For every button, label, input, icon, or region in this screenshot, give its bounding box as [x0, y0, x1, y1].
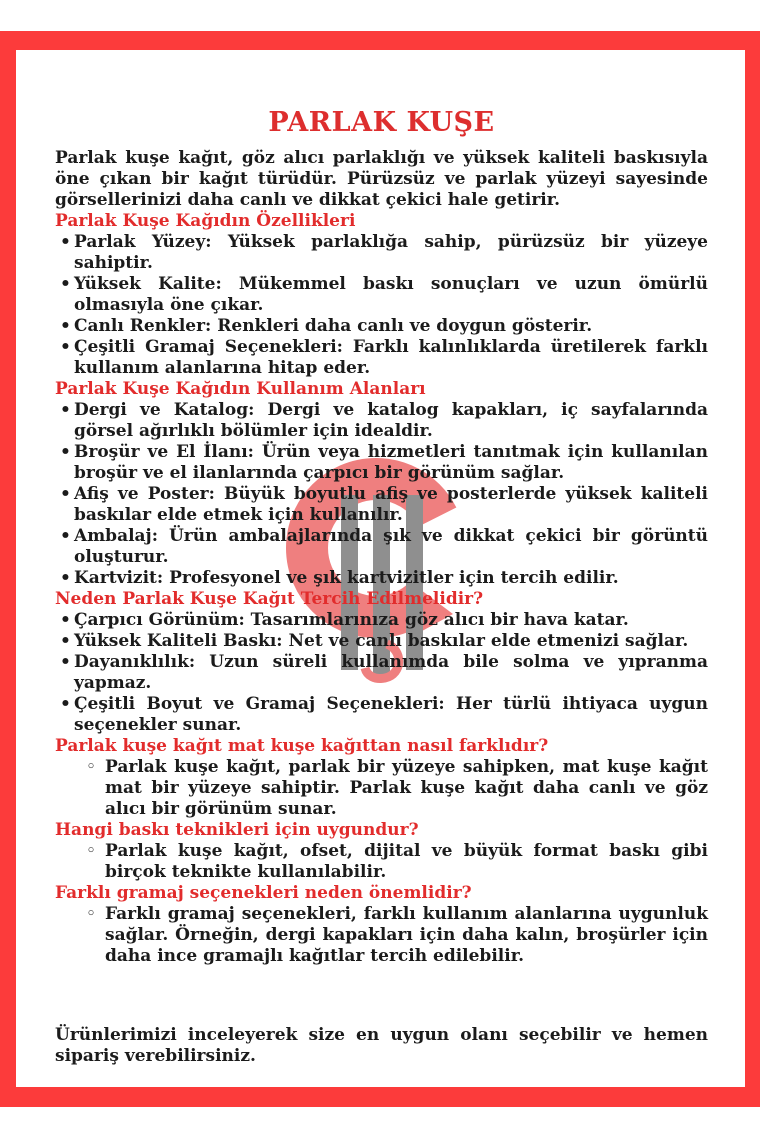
intro-paragraph: Parlak kuşe kağıt, göz alıcı parlaklığı ve yüksek kaliteli baskısıyla öne çıkan bir kağıt türüdür. Pürüzsüz ve parlak yüzeyi sayesinde görsellerinizi daha canlı ve dikkat çekici hale getirir. [55, 148, 708, 210]
list-item: • Çeşitli Gramaj Seçenekleri: Farklı kalınlıklarda üretilerek farklı kullanım alanlarına hitap eder. [55, 337, 708, 379]
page-title: PARLAK KUŞE [268, 107, 495, 138]
list-item: • Parlak Yüzey: Yüksek parlaklığa sahip, pürüzsüz bir yüzeye sahiptir. [55, 232, 708, 274]
list-item: • Dayanıklılık: Uzun süreli kullanımda bile solma ve yıpranma yapmaz. [55, 652, 708, 694]
list-item: ◦ Parlak kuşe kağıt, parlak bir yüzeye sahipken, mat kuşe kağıt mat bir yüzeye sahiptir. Parlak kuşe kağıt daha canlı ve göz alıcı bir görünüm sunar. [55, 757, 708, 820]
faq-answer-list [55, 904, 708, 967]
list-item: • Kartvizit: Profesyonel ve şık kartvizitler için tercih edilir. [55, 568, 708, 589]
list-item: • Ambalaj: Ürün ambalajlarında şık ve dikkat çekici bir görüntü oluşturur. [55, 526, 708, 568]
list-item: • Yüksek Kalite: Mükemmel baskı sonuçları ve uzun ömürlü olmasıyla öne çıkar. [55, 274, 708, 316]
section-heading-kullanim-alanlari: Parlak Kuşe Kağıdın Kullanım Alanları [55, 379, 426, 399]
reason-list [55, 610, 708, 736]
list-item: • Çeşitli Boyut ve Gramaj Seçenekleri: Her türlü ihtiyaca uygun seçenekler sunar. [55, 694, 708, 736]
list-item: • Broşür ve El İlanı: Ürün veya hizmetleri tanıtmak için kullanılan broşür ve el ilanlarında çarpıcı bir görünüm sağlar. [55, 442, 708, 484]
section-heading-mat-fark: Parlak kuşe kağıt mat kuşe kağıttan nasıl farklıdır? [55, 736, 549, 756]
document-content [16, 50, 745, 1087]
list-item: • Canlı Renkler: Renkleri daha canlı ve doygun gösterir. [55, 316, 708, 337]
faq-answer-list [55, 841, 708, 883]
faq-answer-list [55, 757, 708, 820]
list-item: • Dergi ve Katalog: Dergi ve katalog kapakları, iç sayfalarında görsel ağırlıklı bölümler için idealdir. [55, 400, 708, 442]
list-item: • Afiş ve Poster: Büyük boyutlu afiş ve posterlerde yüksek kaliteli baskılar elde etmek için kullanılır. [55, 484, 708, 526]
closing-paragraph: Ürünlerimizi inceleyerek size en uygun olanı seçebilir ve hemen sipariş verebilirsiniz. [55, 1025, 708, 1066]
list-item: ◦ Farklı gramaj seçenekleri, farklı kullanım alanlarına uygunluk sağlar. Örneğin, dergi kapakları için daha kalın, broşürler için daha ince gramajlı kağıtlar tercih edilebilir. [55, 904, 708, 967]
section-heading-gramaj: Farklı gramaj seçenekleri neden önemlidir? [55, 883, 472, 903]
list-item: • Çarpıcı Görünüm: Tasarımlarınıza göz alıcı bir hava katar. [55, 610, 708, 631]
section-heading-neden-tercih: Neden Parlak Kuşe Kağıt Tercih Edilmelidir? [55, 589, 484, 609]
section-heading-baski-teknikleri: Hangi baskı teknikleri için uygundur? [55, 820, 419, 840]
usage-list [55, 400, 708, 589]
list-item: ◦ Parlak kuşe kağıt, ofset, dijital ve büyük format baskı gibi birçok teknikte kullanılabilir. [55, 841, 708, 883]
section-heading-ozellikleri: Parlak Kuşe Kağıdın Özellikleri [55, 211, 356, 231]
list-item: • Yüksek Kaliteli Baskı: Net ve canlı baskılar elde etmenizi sağlar. [55, 631, 708, 652]
feature-list [55, 232, 708, 379]
